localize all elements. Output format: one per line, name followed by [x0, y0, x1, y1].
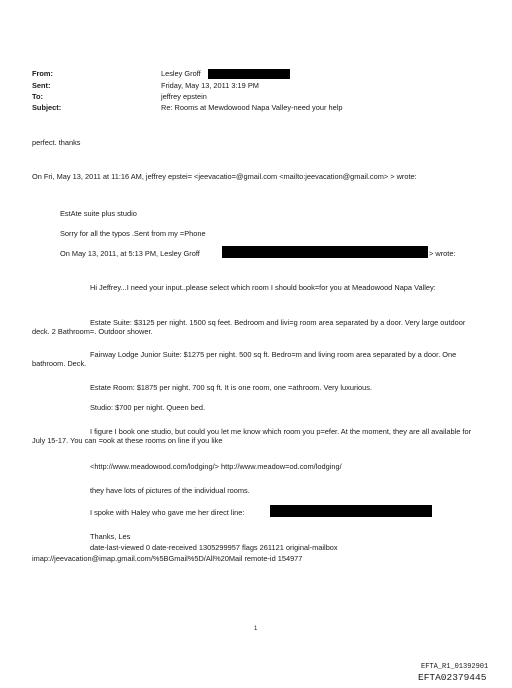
- page-number: 1: [254, 626, 258, 632]
- paragraph-intro: Hi Jeffrey...I need your input..please select which room I should book=for you at Meadowood Napa Valley:: [90, 283, 436, 292]
- paragraph-pictures: they have lots of pictures of the individual rooms.: [90, 486, 250, 495]
- quote1-line2: Sorry for all the typos .Sent from my =Phone: [60, 229, 206, 238]
- paragraph-estate-room: Estate Room: $1875 per night. 700 sq ft. It is one room, one =athroom. Very luxurious.: [90, 383, 373, 392]
- paragraph-links[interactable]: <http://www.meadowood.com/lodging/> http://www.meadow=od.com/lodging/: [90, 462, 342, 471]
- paragraph-spoke: I spoke with Haley who gave me her direct line:: [90, 508, 245, 517]
- metadata-line2: imap://jeevacation@imap.gmail.com/%5BGmail%5D/All%20Mail remote-id 154977: [32, 554, 303, 563]
- document-code-large: EFTA02379445: [418, 672, 487, 683]
- quote1-line1: EstAte suite plus studio: [60, 209, 137, 218]
- document-code-small: EFTA_R1_01392901: [421, 663, 489, 671]
- paragraph-studio: Studio: $700 per night. Queen bed.: [90, 403, 206, 412]
- quote2-header-post: > wrote:: [429, 249, 456, 258]
- paragraph-estate-suite: Estate Suite: $3125 per night. 1500 sq feet. Bedroom and livi=g room area separated by a door. Very large outdoor deck. 2 Bathroom=. Outdoor shower.: [32, 318, 466, 336]
- from-value: Lesley Groff: [161, 69, 201, 78]
- sent-label: Sent:: [32, 81, 51, 90]
- redaction-box: [222, 246, 428, 258]
- to-label: To:: [32, 92, 43, 101]
- subject-value: Re: Rooms at Mewdowood Napa Valley-need your help: [161, 103, 343, 112]
- redaction-box: [270, 505, 432, 517]
- paragraph-figure: I figure I book one studio, but could you let me know which room you p=efer. At the moment, they are all available for July 15-17. You can =ook at these rooms on line if you like: [32, 427, 472, 445]
- redaction-box: [208, 69, 290, 79]
- quote2-header-pre: On May 13, 2011, at 5:13 PM, Lesley Groff: [60, 249, 200, 258]
- reply-text: perfect. thanks: [32, 138, 81, 147]
- from-label: From:: [32, 69, 53, 78]
- to-value: jeffrey epstein: [161, 92, 207, 101]
- signoff-thanks: Thanks, Les: [90, 532, 131, 541]
- quote1-header: On Fri, May 13, 2011 at 11:16 AM, jeffrey epstei= <jeevacatio=@gmail.com <mailto:jeevacation@gmail.com> > wrote:: [32, 172, 417, 181]
- paragraph-fairway-lodge: Fairway Lodge Junior Suite: $1275 per night. 500 sq ft. Bedro=m and living room area separated by a door. One bathroom. Deck.: [32, 350, 457, 368]
- metadata-line1: date-last-viewed 0 date-received 1305299957 flags 261121 original-mailbox: [90, 543, 338, 552]
- sent-value: Friday, May 13, 2011 3:19 PM: [161, 81, 259, 90]
- subject-label: Subject:: [32, 103, 62, 112]
